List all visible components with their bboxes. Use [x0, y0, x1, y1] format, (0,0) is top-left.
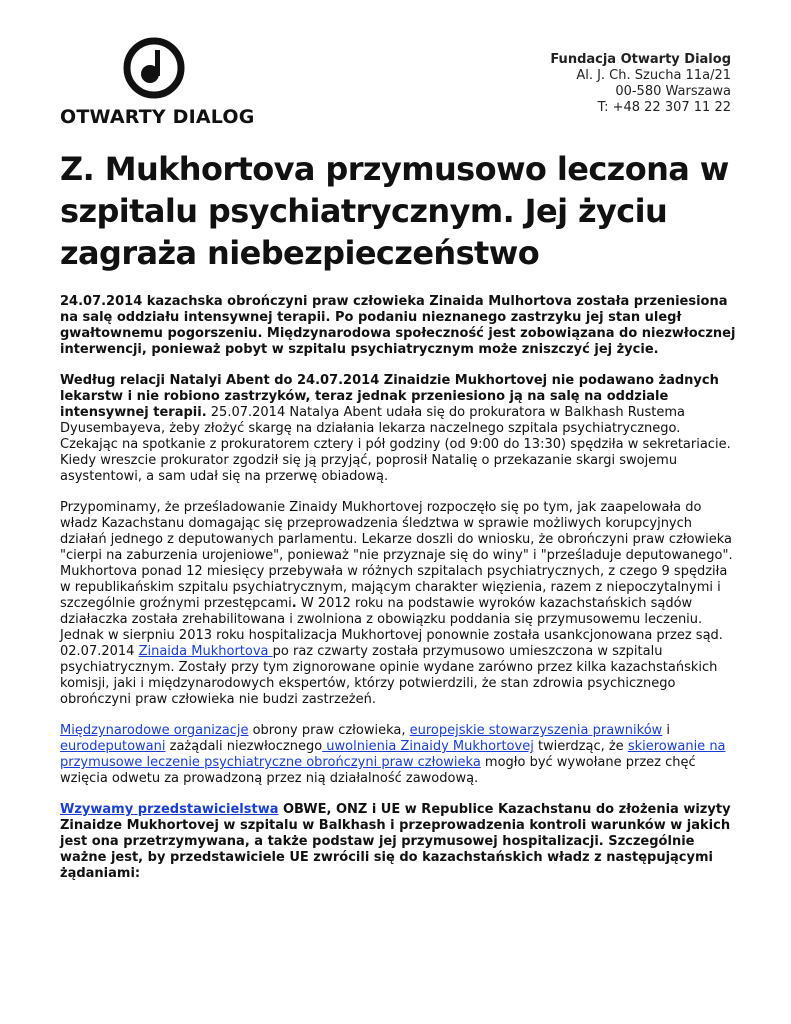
paragraph-3 — [60, 500, 740, 708]
dialog-speech-icon — [122, 36, 186, 100]
p4-text-4: twierdząc, że — [533, 739, 628, 754]
p4-text-3: zażądali niezwłocznego — [165, 739, 323, 754]
phone: T: +48 22 307 11 22 — [597, 100, 731, 115]
article-body — [60, 294, 740, 897]
p2-bold: Według relacji Natalyi Abent do 24.07.2014 Zinaidzie Mukhortovej nie podawano żadnych lekarstw i nie robiono zastrzyków, teraz jednak przeniesiono ją na salę na oddziale intensywnej terapii. — [60, 373, 719, 420]
link-international-organizations[interactable]: Międzynarodowe organizacje — [60, 723, 249, 738]
p3-bold-dot: . — [291, 596, 297, 611]
p2-text: 25.07.2014 Natalya Abent udała się do prokuratora w Balkhash Rustema Dyusembayeva, żeby złożyć skargę na działania lekarza naczelnego szpitala psychiatrycznego. Czekając na spotkanie z prokuratorem cztery i pół godziny (od 9:00 do 13:30) spędziła w sekretariacie. Kiedy wreszcie prokurator zgodził się ją przyjąć, poprosił Natalię o przekazanie skargi swojemu asystentowi, a sam udał się na przerwę obiadową. — [60, 405, 731, 484]
link-forced-treatment[interactable]: skierowanie na przymusowe leczenie psychiatryczne obrończyni praw człowieka — [60, 739, 726, 770]
logo-text: OTWARTY DIALOG — [60, 106, 255, 128]
link-call-representations[interactable]: Wzywamy przedstawicielstwa — [60, 802, 279, 817]
p5-bold: OBWE, ONZ i UE w Republice Kazachstanu do złożenia wizyty Zinaidze Mukhortovej w szpitalu w Balkhash i przeprowadzenia kontroli warunków w jakich jest ona przetrzymywana, a także podstaw jej przymusowej hospitalizacji. Szczególnie ważne jest, by przedstawiciele UE zwrócili się do kazachstańskich władz z następującymi żądaniami: — [60, 802, 731, 881]
p3-text-1: Przypominamy, że prześladowanie Zinaidy Mukhortovej rozpoczęło się po tym, jak zaapelowała do władz Kazachstanu domagając się przeprowadzenia śledztwa w sprawie możliwych korupcyjnych działań jednego z deputowanych parlamentu. Lekarze doszli do wniosku, że obrończyni praw człowieka "cierpi na zaburzenia urojeniowe", ponieważ "nie przyznaje się do winy" i "prześladuje deputowanego". Mukhortova ponad 12 miesięcy przebywała w różnych szpitalach psychiatrycznych, z czego 9 spędziła w republikańskim szpitalu psychiatrycznym, mającym charakter więzienia, razem z niepoczytalnymi i szczególnie groźnymi przestępcami — [60, 500, 733, 611]
link-european-lawyers[interactable]: europejskie stowarzyszenia prawników — [409, 723, 663, 738]
org-name: Fundacja Otwarty Dialog — [550, 52, 731, 67]
link-zinaida-mukhortova[interactable]: Zinaida Mukhortova — [138, 644, 273, 659]
p4-text-5: mogło być wywołane przez chęć wzięcia odwetu za prowadzoną przez nią działalność zawodową. — [60, 755, 696, 786]
p4-text-1: obrony praw człowieka, — [248, 723, 410, 738]
paragraph-4 — [60, 723, 740, 787]
address-line-2: 00-580 Warszawa — [615, 84, 731, 99]
p3-text-3: po raz czwarty została przymusowo umieszczona w szpitalu psychiatrycznym. Zostały przy tym zignorowane opinie wydane zarówno przez kilka kazachstańskich komisji, jaki i międzynarodowych ekspertów, którzy potwierdzili, że stan zdrowia psychicznego obrończyni praw człowieka nie budzi zastrzeżeń. — [60, 644, 718, 707]
logo — [60, 36, 255, 128]
contact-block — [550, 52, 731, 116]
page-title: Z. Mukhortova przymusowo leczona w szpitalu psychiatrycznym. Jej życiu zagraża niebezpieczeństwo — [60, 150, 729, 272]
paragraph-5 — [60, 802, 740, 882]
p3-text-2: W 2012 roku na podstawie wyroków kazachstańskich sądów działaczka została zrehabilitowana i zwolniona z obowiązku poddania się przymusowemu leczeniu. Jednak w sierpniu 2013 roku hospitalizacja Mukhortovej ponownie została usankcjonowana przez sąd. 02.07.2014 — [60, 596, 723, 659]
lead-paragraph: 24.07.2014 kazachska obrończyni praw człowieka Zinaida Mulhortova została przeniesiona na salę oddziału intensywnej terapii. Po podaniu nieznanego zastrzyku jej stan uległ gwałtownemu pogorszeniu. Międzynarodowa społeczność jest zobowiązana do niezwłocznej interwencji, ponieważ pobyt w szpitalu psychiatrycznym może zniszczyć jej życie. — [60, 294, 736, 357]
link-meps[interactable]: eurodeputowani — [60, 739, 166, 754]
link-release-mukhortova[interactable]: uwolnienia Zinaidy Mukhortovej — [322, 739, 534, 754]
address-line-1: Al. J. Ch. Szucha 11a/21 — [576, 68, 731, 83]
p4-text-2: i — [662, 723, 671, 738]
paragraph-2 — [60, 373, 740, 485]
